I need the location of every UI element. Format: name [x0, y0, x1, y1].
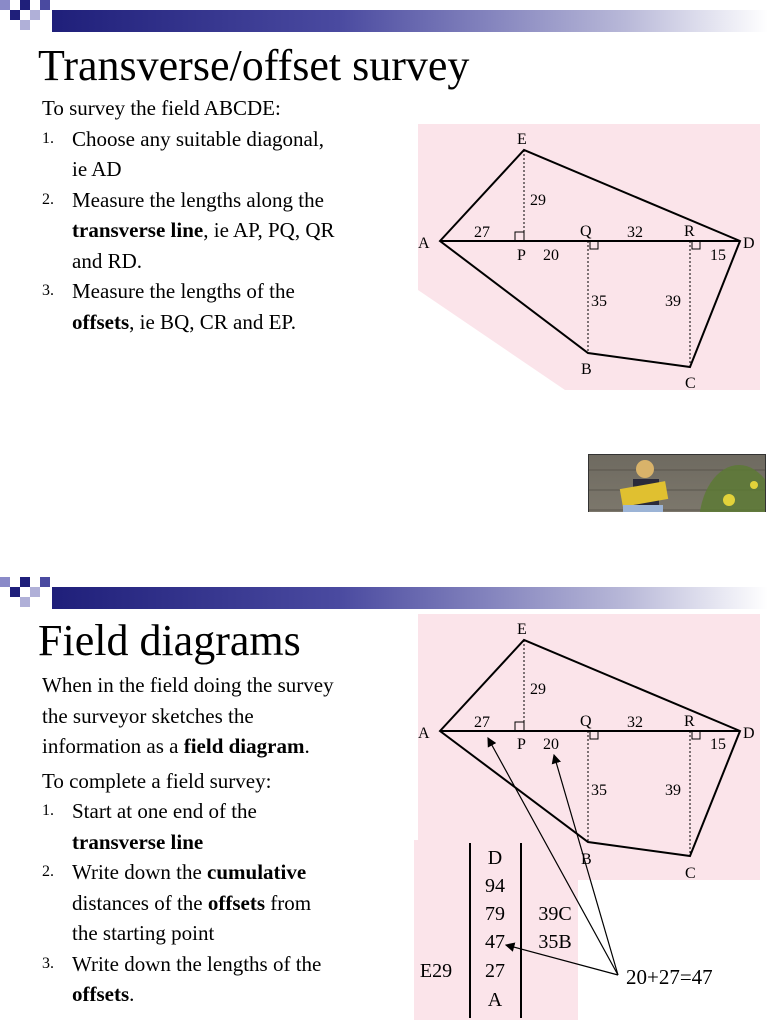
header-bar: [0, 577, 768, 613]
field-diagram: [418, 124, 762, 392]
step-text: Write down the: [72, 860, 208, 884]
complete-text: To complete a field survey:: [42, 768, 272, 793]
list-item: [42, 857, 412, 949]
point-label: B: [581, 851, 592, 868]
step-text: ie AD: [72, 157, 122, 181]
step-text: distances of the: [72, 890, 208, 915]
field-book-cell: D: [487, 847, 503, 869]
decor-square: [40, 577, 50, 587]
list-item: [42, 185, 412, 277]
length-label: 29: [530, 192, 546, 209]
slide-body: [42, 93, 412, 337]
decor-square: [30, 10, 40, 20]
intro-line: .: [304, 734, 310, 758]
decor-square: [20, 0, 30, 10]
step-text: Choose any suitable diagonal,: [72, 126, 324, 151]
step-keyword: offsets: [72, 309, 130, 334]
point-label: P: [517, 247, 526, 264]
step-keyword: transverse line: [72, 829, 204, 854]
length-label: 35: [591, 782, 607, 799]
point-label: P: [517, 736, 526, 753]
slide-body: [42, 670, 412, 1010]
decor-square: [10, 10, 20, 20]
field-book-cell: 39C: [538, 903, 572, 925]
list-number: 3.: [42, 282, 54, 299]
point-label: B: [581, 361, 592, 378]
length-label: 20: [543, 247, 559, 264]
length-label: 35: [591, 293, 607, 310]
header-gradient: [52, 10, 768, 32]
step-text: Start at one end of the: [72, 799, 257, 823]
intro-line: information as a: [42, 734, 184, 758]
decor-square: [10, 587, 20, 597]
decor-square: [30, 587, 40, 597]
header-gradient: [52, 587, 768, 609]
field-book-cell: 79: [485, 903, 505, 925]
step-keyword: offsets: [207, 890, 266, 915]
list-item: [42, 124, 412, 185]
step-text: , ie AP, PQ, QR: [203, 218, 335, 242]
length-label: 15: [710, 247, 726, 264]
field-book-cell: 94: [485, 875, 505, 897]
point-label: A: [418, 235, 430, 252]
steps-list: [42, 796, 412, 1010]
point-label: Q: [580, 713, 592, 730]
length-label: 32: [627, 224, 643, 241]
list-item: [42, 276, 412, 337]
point-label: E: [517, 621, 527, 638]
photo-illustration: [589, 455, 765, 512]
point-label: Q: [580, 223, 592, 240]
step-text: Write down the lengths of the: [72, 951, 322, 976]
field-book-cell: 47: [485, 931, 505, 953]
point-label: R: [684, 223, 695, 240]
length-label: 20: [543, 736, 559, 753]
length-label: 39: [665, 293, 681, 310]
length-label: 15: [710, 736, 726, 753]
list-number: 2.: [42, 190, 54, 208]
point-label: D: [743, 725, 755, 742]
point-label: R: [684, 713, 695, 730]
point-label: D: [743, 235, 755, 252]
list-number: 3.: [42, 954, 54, 972]
list-number: 1.: [42, 802, 54, 819]
intro-keyword: field diagram: [183, 734, 305, 758]
step-keyword: transverse line: [72, 218, 204, 242]
slide-title: Field diagrams: [38, 616, 301, 665]
annotation-overlay: [414, 724, 768, 1024]
intro-line: the surveyor sketches the: [42, 703, 254, 728]
intro-text: To survey the field ABCDE:: [42, 96, 281, 120]
step-text: and RD.: [72, 248, 142, 273]
step-text: the starting point: [72, 921, 215, 945]
list-number: 1.: [42, 129, 54, 147]
decor-square: [20, 20, 30, 30]
header-bar: [0, 0, 768, 36]
step-keyword: offsets: [72, 982, 130, 1006]
step-keyword: cumulative: [207, 860, 307, 884]
decor-square: [40, 0, 50, 10]
step-text: Measure the lengths along the: [72, 187, 324, 212]
length-label: 29: [530, 681, 546, 698]
length-label: 39: [665, 782, 681, 799]
length-label: 27: [474, 714, 490, 731]
point-label: E: [517, 131, 527, 148]
sum-annotation: 20+27=47: [626, 965, 713, 989]
length-label: 27: [474, 224, 490, 241]
step-text: .: [129, 982, 135, 1006]
decor-square: [20, 577, 30, 587]
student-photo: [588, 454, 766, 512]
decor-square: [0, 577, 10, 587]
arrow-to-47: [506, 945, 618, 975]
list-item: [42, 949, 412, 1010]
step-text: from: [265, 890, 312, 915]
point-label: A: [418, 725, 430, 742]
list-item: [42, 796, 412, 857]
slide-title: Transverse/offset survey: [38, 41, 470, 90]
field-book-cell: A: [487, 989, 503, 1011]
list-number: 2.: [42, 863, 54, 880]
field-book-cell: E29: [419, 960, 453, 982]
arrow-to-AP: [488, 738, 618, 975]
decor-square: [0, 0, 10, 10]
intro-line: When in the field doing the survey: [42, 673, 334, 697]
field-book-cell: 35B: [538, 931, 572, 953]
point-label: C: [685, 375, 696, 392]
point-label: C: [685, 865, 696, 882]
step-text: , ie BQ, CR and EP.: [129, 309, 296, 334]
length-label: 32: [627, 714, 643, 731]
arrow-to-PQ: [554, 755, 618, 975]
diagram-background: [418, 124, 760, 390]
field-book-cell: 27: [485, 960, 505, 982]
intro-text: [42, 670, 412, 762]
step-text: Measure the lengths of the: [72, 279, 295, 303]
steps-list: [42, 124, 412, 338]
decor-square: [20, 597, 30, 607]
